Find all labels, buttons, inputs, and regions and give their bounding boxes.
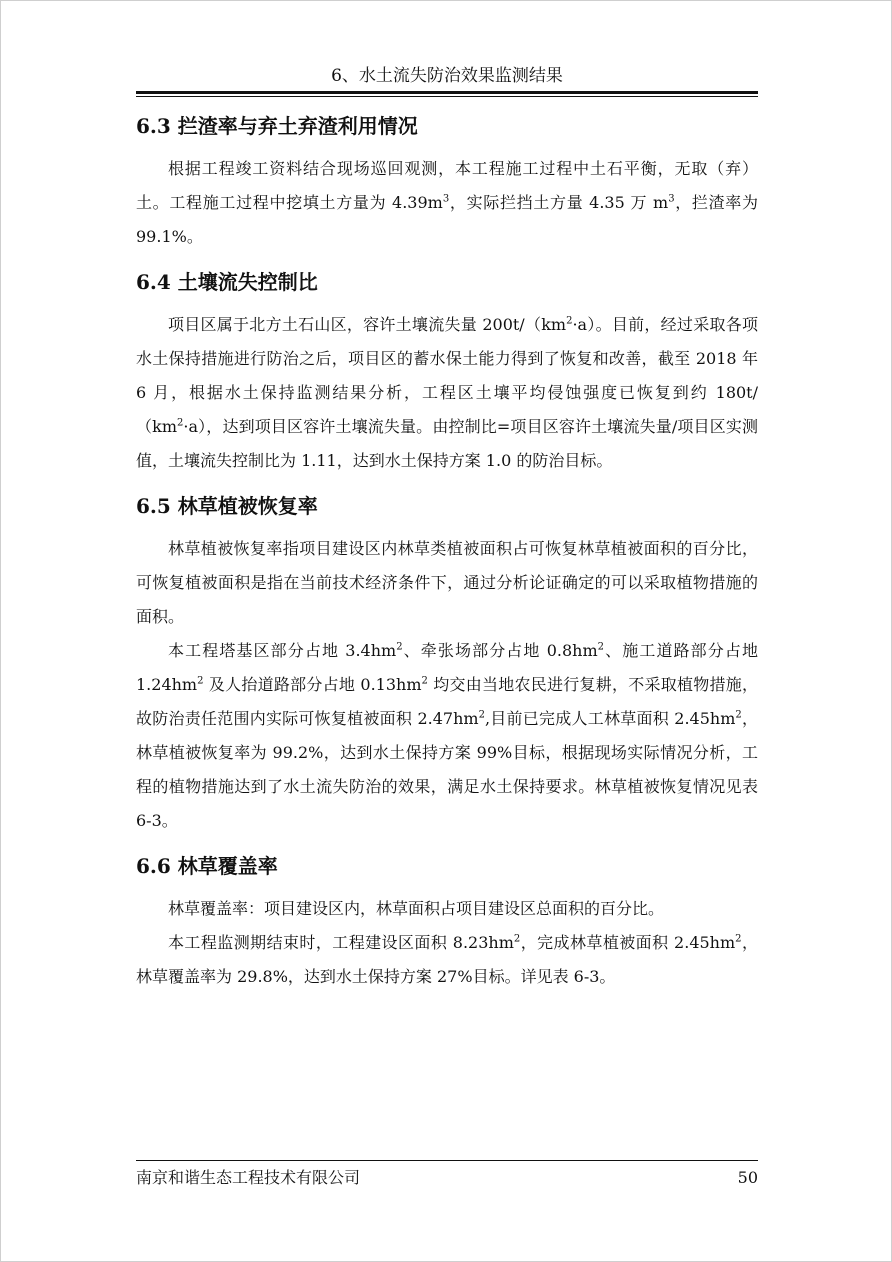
footer-rule: [136, 1160, 758, 1161]
running-header: 6、水土流失防治效果监测结果: [331, 66, 563, 86]
page-number: 50: [737, 1168, 758, 1187]
section-heading-6-4: 6.4 土壤流失控制比: [136, 270, 318, 294]
header-rule-thick: [136, 91, 758, 94]
paragraph-6-6-1: 林草覆盖率：项目建设区内，林草面积占项目建设区总面积的百分比。: [168, 899, 665, 918]
paragraph-6-5-1: 林草植被恢复率指项目建设区内林草类植被面积占可恢复林草植被面积的百分比，可恢复植被面积是指在当前技术经济条件下，通过分析论证确定的可以采取植物措施的面积。: [136, 539, 758, 626]
header-rule-thin: [136, 96, 758, 97]
section-heading-6-3: 6.3 拦渣率与弃土弃渣利用情况: [136, 114, 418, 138]
page-content: [136, 104, 758, 994]
section-heading-6-5: 6.5 林草植被恢复率: [136, 494, 318, 518]
paragraph-6-5-2: 本工程塔基区部分占地 $3.4hm^2$、牵张场部分占地 $0.8hm^2$、施工道路部分占地 $1.24hm^2$ 及人抬道路部分占地 $0.13hm^2$ 均交由当地农民进行复耕，不采取植物措施，故防治责任范围内实际可恢复植被面积 $2.47hm^2$,目前已完成人工林草面积 $2.45hm^2$，林草植被恢复率为 99.2%，达到水土保持方案 99%目标，根据现场实际情况分析，工程的植物措施达到了水土流失防治的效果，满足水土保持要求。林草植被恢复情况见表 6-3。: [136, 641, 758, 830]
section-heading-6-6: 6.6 林草覆盖率: [136, 854, 278, 878]
paragraph-6-4-1: 项目区属于北方土石山区，容许土壤流失量 $200t/(km^2\cdot a)$。目前，经过采取各项水土保持措施进行防治之后，项目区的蓄水保土能力得到了恢复和改善，截至 2018 年 6 月，根据水土保持监测结果分析，工程区土壤平均侵蚀强度已恢复到约 $180t/(km^2\cdot a)$，达到项目区容许土壤流失量。由控制比=项目区容许土壤流失量/项目区实测值，土壤流失控制比为 1.11，达到水土保持方案 1.0 的防治目标。: [136, 315, 758, 470]
footer-company: 南京和谐生态工程技术有限公司: [136, 1168, 361, 1187]
paragraph-6-6-2: 本工程监测期结束时，工程建设区面积 $8.23hm^2$，完成林草植被面积 $2.45hm^2$，林草覆盖率为 29.8%，达到水土保持方案 27%目标。详见表 6-3。: [136, 933, 758, 986]
paragraph-6-3-1: 根据工程竣工资料结合现场巡回观测，本工程施工过程中土石平衡，无取（弃）土。工程施工过程中挖填土方量为 $4.39m^3$，实际拦挡土方量 4.35 万 $m^3$，拦渣率为 99.1%。: [136, 159, 758, 246]
